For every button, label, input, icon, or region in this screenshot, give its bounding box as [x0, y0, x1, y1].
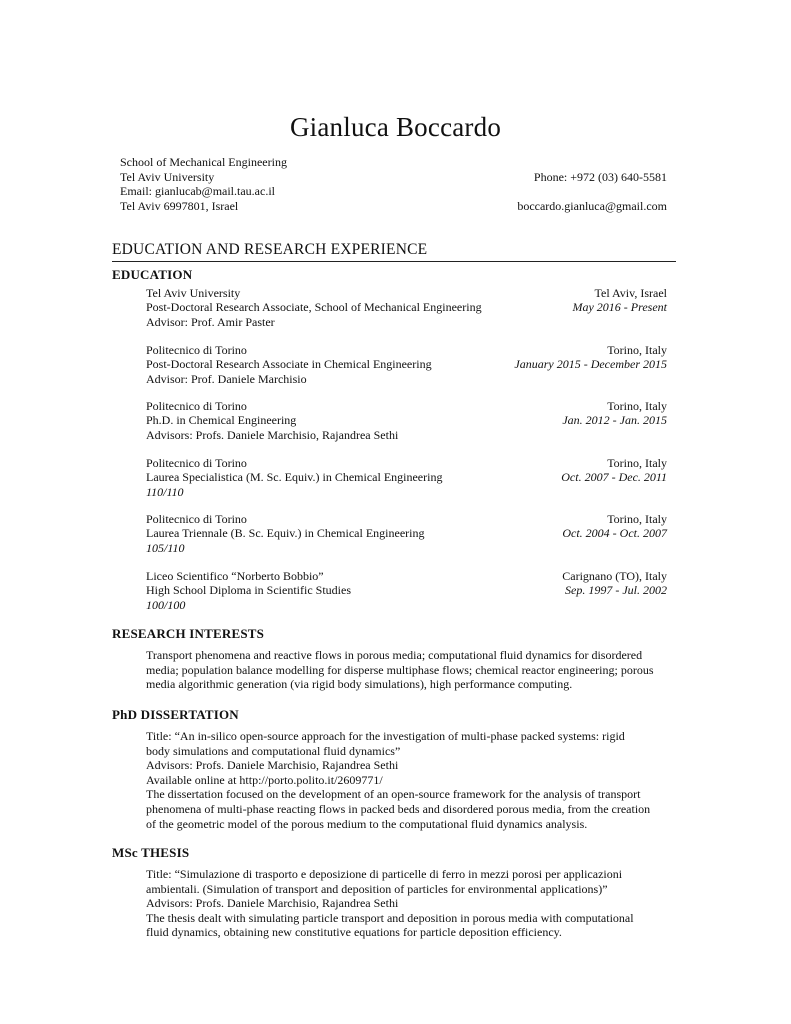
- entry-location: Torino, Italy: [607, 512, 667, 526]
- education-entry: [146, 286, 667, 329]
- text-line: Title: “An in-silico open-source approach for the investigation of multi-phase packed systems: rigid: [146, 729, 625, 743]
- entry-location: Torino, Italy: [607, 456, 667, 470]
- entry-location: Torino, Italy: [607, 399, 667, 413]
- subsection-heading-phd: PhD DISSERTATION: [112, 707, 239, 722]
- entry-role: Laurea Triennale (B. Sc. Equiv.) in Chemical Engineering: [146, 526, 425, 541]
- text-line: phenomena of multi-phase reacting flows in packed beds and disordered porous media, from the creation: [146, 801, 651, 816]
- page-title: Gianluca Boccardo: [289, 112, 502, 142]
- text-line: of the geometric model of the porous medium to the computational fluid dynamics analysis.: [146, 816, 588, 831]
- contact-address: Tel Aviv 6997801, Israel: [120, 198, 239, 213]
- text-line: ambientali. (Simulation of transport and deposition of particles for environmental applications)”: [146, 881, 608, 896]
- text-line: fluid dynamics, obtaining new constitutive equations for particle deposition efficiency.: [146, 925, 562, 940]
- education-entry: [146, 343, 667, 386]
- subsection-heading-msc: MSc THESIS: [112, 845, 190, 860]
- entry-role: High School Diploma in Scientific Studies: [146, 583, 351, 598]
- entry-institution: Tel Aviv University: [146, 286, 241, 300]
- entry-location: Torino, Italy: [607, 343, 667, 357]
- contact-department: School of Mechanical Engineering: [120, 155, 287, 169]
- entry-grade: 100/100: [146, 597, 186, 612]
- contact-alt-email: boccardo.gianluca@gmail.com: [517, 198, 667, 213]
- entry-location: Tel Aviv, Israel: [594, 286, 667, 300]
- contact-block: [120, 155, 667, 213]
- entry-dates: Oct. 2004 - Oct. 2007: [562, 526, 667, 541]
- entry-note: Advisor: Prof. Amir Paster: [146, 314, 275, 329]
- entry-institution: Politecnico di Torino: [146, 399, 247, 413]
- research-interests-text: [146, 648, 676, 692]
- text-line: The thesis dealt with simulating particle transport and deposition in porous media with computational: [146, 910, 634, 925]
- entry-dates: Jan. 2012 - Jan. 2015: [562, 413, 667, 428]
- text-line: Advisors: Profs. Daniele Marchisio, Rajandrea Sethi: [146, 758, 399, 773]
- msc-thesis-text: [146, 867, 676, 940]
- entry-role: Ph.D. in Chemical Engineering: [146, 413, 297, 428]
- education-entry: [146, 399, 667, 442]
- entry-dates: Oct. 2007 - Dec. 2011: [561, 470, 667, 485]
- section-heading-education-research: EDUCATION AND RESEARCH EXPERIENCE: [112, 241, 676, 262]
- phd-dissertation-text: [146, 729, 676, 831]
- entry-note: Advisors: Profs. Daniele Marchisio, Rajandrea Sethi: [146, 427, 399, 442]
- entry-role: Laurea Specialistica (M. Sc. Equiv.) in Chemical Engineering: [146, 470, 443, 485]
- entry-grade: 105/110: [146, 540, 185, 555]
- subsection-heading-education: EDUCATION: [112, 267, 193, 282]
- entry-dates: January 2015 - December 2015: [514, 357, 667, 372]
- text-line: Title: “Simulazione di trasporto e deposizione di particelle di ferro in mezzi porosi per applicazioni: [146, 867, 623, 881]
- entry-dates: Sep. 1997 - Jul. 2002: [565, 583, 667, 598]
- education-entry: [146, 569, 667, 612]
- text-line: media algorithmic generation (via rigid body simulations), high performance computing.: [146, 677, 573, 692]
- text-line: Transport phenomena and reactive flows in porous media; computational fluid dynamics for disordered: [146, 648, 643, 662]
- subsection-heading-research-interests: RESEARCH INTERESTS: [112, 626, 265, 641]
- entry-grade: 110/110: [146, 484, 184, 499]
- contact-phone: Phone: +972 (03) 640-5581: [533, 169, 667, 184]
- contact-email: Email: gianlucab@mail.tau.ac.il: [120, 184, 275, 198]
- contact-university: Tel Aviv University: [120, 169, 215, 184]
- entry-note: Advisor: Prof. Daniele Marchisio: [146, 371, 307, 386]
- education-entry: [146, 456, 667, 499]
- entry-institution: Politecnico di Torino: [146, 343, 247, 357]
- text-line: The dissertation focused on the development of an open-source framework for the analysis of transport: [146, 787, 641, 802]
- education-entry: [146, 512, 667, 555]
- text-line: Available online at http://porto.polito.it/2609771/: [146, 772, 383, 787]
- entry-institution: Politecnico di Torino: [146, 512, 247, 526]
- text-line: media; population balance modelling for disperse multiphase flows; chemical reactor engineering; porous: [146, 662, 654, 677]
- text-line: Advisors: Profs. Daniele Marchisio, Rajandrea Sethi: [146, 896, 399, 911]
- entry-location: Carignano (TO), Italy: [562, 569, 667, 583]
- entry-institution: Politecnico di Torino: [146, 456, 247, 470]
- text-line: body simulations and computational fluid dynamics”: [146, 743, 401, 758]
- entry-dates: May 2016 - Present: [572, 300, 667, 315]
- entry-role: Post-Doctoral Research Associate, School of Mechanical Engineering: [146, 300, 482, 315]
- entry-institution: Liceo Scientifico “Norberto Bobbio”: [146, 569, 324, 583]
- entry-role: Post-Doctoral Research Associate in Chemical Engineering: [146, 357, 432, 372]
